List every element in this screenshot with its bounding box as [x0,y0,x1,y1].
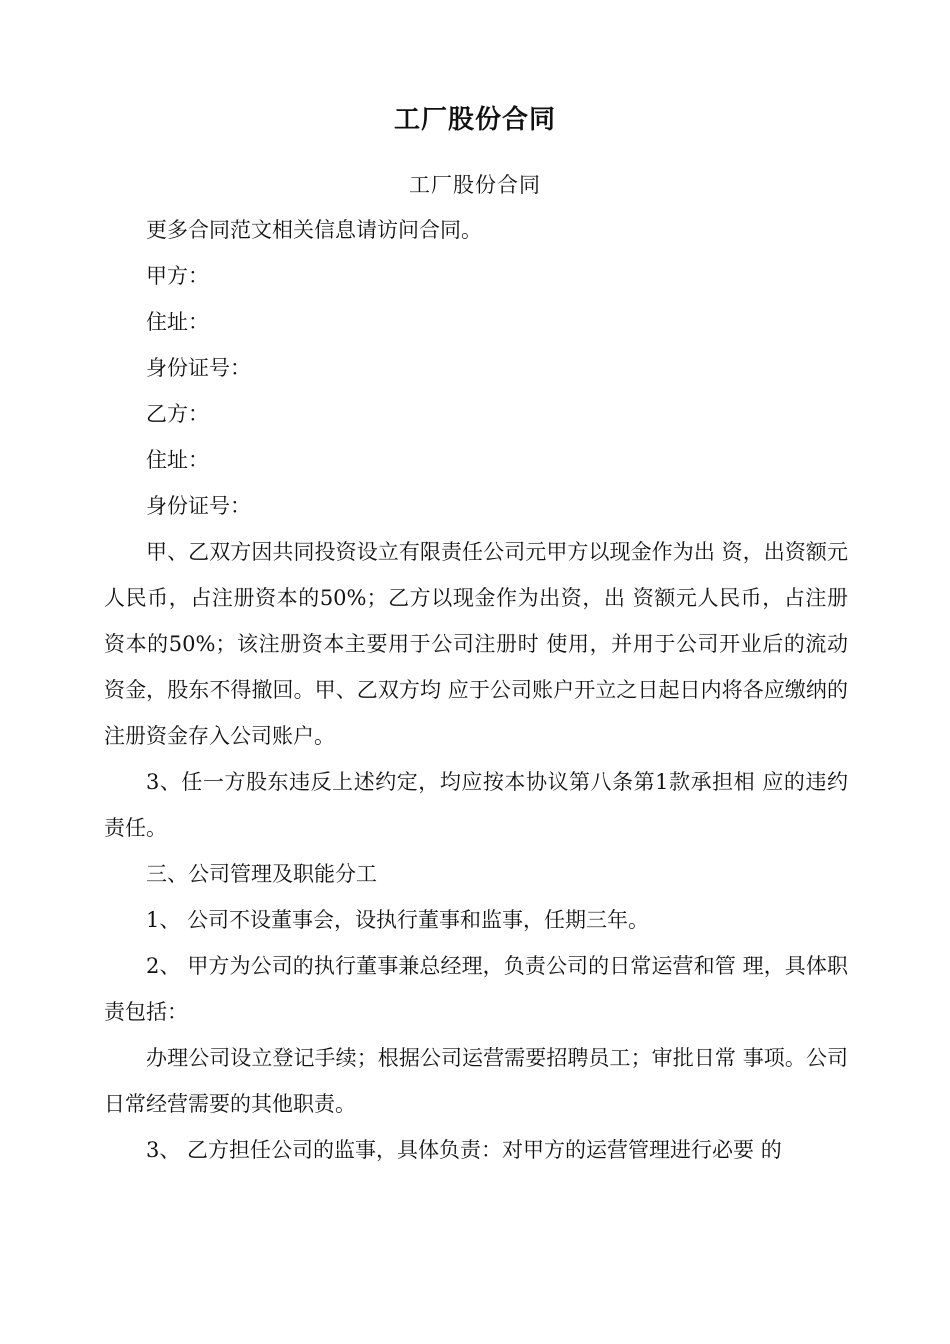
paragraph-party-b-address: 住址： [146,448,209,472]
paragraph-capital-contribution: 甲、乙双方因共同投资设立有限责任公司元甲方以现金作为出 资，出资额元人民币，占注册资本的50%；乙方以现金作为出资，出 资额元人民币，占注册资本的50%；该注册资本主要用于公司注册时 使用，并用于公司开业后的流动资金，股东不得撤回。甲、乙双方均 应于公司账户开立之日起日内将各应缴纳的注册资金存入公司账户。 [104,540,848,748]
paragraph-party-a: 甲方： [146,264,209,288]
paragraph-breach-clause: 3、任一方股东违反上述约定，均应按本协议第八条第1款承担相 应的违约责任。 [104,770,848,840]
paragraph-party-b: 乙方： [146,402,209,426]
paragraph-party-a-address: 住址： [146,310,209,334]
paragraph-party-b-id: 身份证号： [146,494,251,518]
document-title: 工厂股份合同 [393,105,556,135]
paragraph-more-info: 更多合同范文相关信息请访问合同。 [146,218,482,242]
paragraph-duty-list: 办理公司设立登记手续；根据公司运营需要招聘员工；审批日常 事项。公司日常经营需要的其他职责。 [104,1046,848,1116]
document-subtitle: 工厂股份合同 [409,173,541,197]
paragraph-board-setup: 1、 公司不设董事会，设执行董事和监事，任期三年。 [146,908,650,932]
section-heading-management: 三、公司管理及职能分工 [146,862,377,886]
document-body [104,207,848,1173]
paragraph-party-a-id: 身份证号： [146,356,251,380]
paragraph-party-a-duties: 2、 甲方为公司的执行董事兼总经理，负责公司的日常运营和管 理，具体职责包括： [104,954,848,1024]
paragraph-party-b-duties: 3、 乙方担任公司的监事，具体负责：对甲方的运营管理进行必要 的 [146,1138,782,1162]
